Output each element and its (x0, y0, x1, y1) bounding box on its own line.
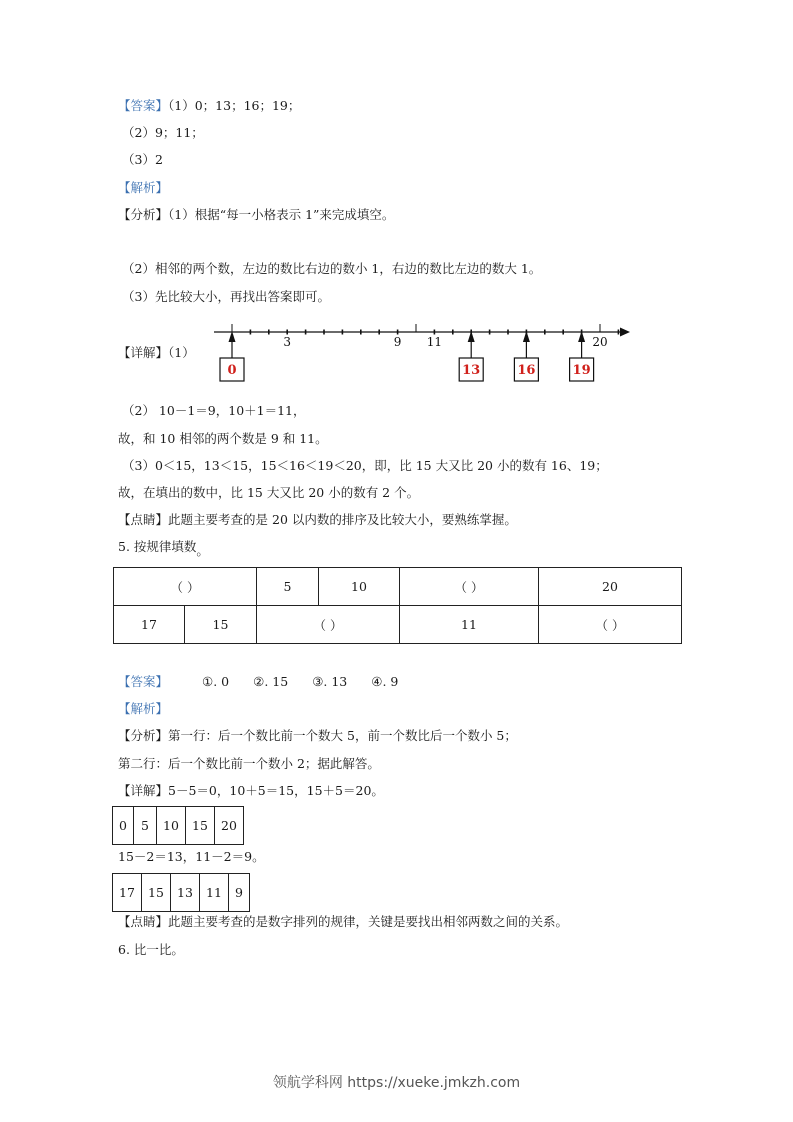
fenxi-line-3: （3）先比较大小，再找出答案即可。 (122, 289, 330, 304)
table-row (113, 807, 244, 845)
xiangjie-label: 【详解】（1） (118, 345, 195, 360)
q5-dianjing-text: 此题主要考查的是数字排列的规律，关键是要找出相邻两数之间的关系。 (168, 914, 569, 929)
q5-title-text: 5. 按规律填数 (118, 539, 197, 554)
table-cell: （ ） (539, 606, 682, 644)
q5-dianjing-line (118, 914, 568, 930)
answer-text: （1）0；13；16；19； (168, 98, 301, 113)
table-cell: 15 (186, 807, 215, 845)
answer-line-1 (118, 98, 300, 114)
q5-dianjing-tag: 【点睛】 (118, 914, 169, 929)
q5-xiangjie-line (118, 783, 384, 799)
answer-box-value: 0 (227, 363, 237, 378)
q5-xiangjie-tag: 【详解】 (118, 783, 169, 798)
q5-title (118, 539, 209, 558)
answer-tag: 【答案】 (118, 98, 169, 113)
number-line-labels (283, 335, 607, 349)
pointer-arrow-icon (578, 331, 585, 342)
table-cell: 5 (134, 807, 157, 845)
q6-title: 6. 比一比。 (118, 942, 184, 957)
table-cell: 15 (142, 874, 171, 912)
table-cell: 17 (113, 874, 142, 912)
number-line-figure (210, 316, 640, 388)
table-cell: 11 (400, 606, 539, 644)
table-cell: 13 (171, 874, 200, 912)
number-line-label: 20 (592, 335, 608, 349)
detail-2b: 故，和 10 相邻的两个数是 9 和 11。 (118, 431, 328, 446)
table-cell: 20 (539, 568, 682, 606)
q5-answer-item: ①. 0 (202, 674, 230, 689)
table-cell: 15 (185, 606, 257, 644)
table-cell: 10 (319, 568, 400, 606)
table-cell: 11 (200, 874, 229, 912)
table-row (114, 568, 682, 606)
table-cell: 9 (229, 874, 250, 912)
dianjing-text: 此题主要考查的是 20 以内数的排序及比较大小，要熟练掌握。 (168, 512, 517, 527)
answer-line-3: （3）2 (122, 152, 163, 167)
q5-answer-tag: 【答案】 (118, 674, 169, 689)
fenxi-text: （1）根据“每一小格表示 1”来完成填空。 (168, 207, 395, 222)
answer-line-2: （2）9；11； (122, 125, 204, 140)
table-cell: （ ） (257, 606, 400, 644)
detail-3b: 故，在填出的数中，比 15 大又比 20 小的数有 2 个。 (118, 485, 420, 500)
answer-box-value: 16 (517, 363, 536, 378)
detail-3a: （3）0＜15，13＜15，15＜16＜19＜20，即，比 15 大又比 20 小的数有 16、19； (122, 458, 608, 473)
dianjing-line (118, 512, 517, 528)
number-line-ticks (232, 324, 618, 335)
number-line-label: 3 (283, 335, 292, 349)
table-cell: 20 (215, 807, 244, 845)
answer-box (459, 331, 483, 381)
number-line-boxes (220, 331, 594, 381)
q5-fenxi-line-2: 第二行：后一个数比前一个数小 2；据此解答。 (118, 756, 380, 771)
answer-box-value: 13 (462, 363, 481, 378)
q5-answer-item: ③. 13 (312, 674, 348, 689)
q5-fenxi-tag: 【分析】 (118, 728, 169, 743)
q5-answer-item: ②. 15 (253, 674, 289, 689)
detail-2a: （2） 10－1＝9，10＋1＝11， (122, 403, 306, 418)
dianjing-tag: 【点睛】 (118, 512, 169, 527)
footer-watermark: 领航学科网 https://xueke.jmkzh.com (272, 1075, 521, 1091)
q5-analysis-tag: 【解析】 (118, 701, 169, 716)
table-cell: （ ） (400, 568, 539, 606)
table-cell: 5 (257, 568, 319, 606)
table-cell: 10 (157, 807, 186, 845)
number-line-label: 11 (426, 335, 443, 349)
q5-title-mark: 。 (196, 543, 209, 558)
pointer-arrow-icon (523, 331, 530, 342)
answer-box (220, 331, 244, 381)
answer-box (570, 331, 594, 381)
small-table-2 (112, 873, 250, 912)
table-row (114, 606, 682, 644)
number-line-arrow-icon (620, 328, 630, 337)
table-row (113, 874, 250, 912)
table-cell: （ ） (114, 568, 257, 606)
pattern-table (113, 567, 682, 644)
q5-fenxi-line-1 (118, 728, 517, 744)
q5-answer-item: ④. 9 (371, 674, 399, 689)
answer-box (514, 331, 538, 381)
table-cell: 17 (114, 606, 185, 644)
answer-box-value: 19 (572, 363, 591, 378)
q5-answer-line (118, 674, 422, 690)
analysis-tag: 【解析】 (118, 180, 169, 195)
pointer-arrow-icon (468, 331, 475, 342)
q5-xiangjie-line-2: 15－2＝13，11－2＝9。 (118, 849, 265, 864)
table-cell: 0 (113, 807, 134, 845)
number-line-label: 9 (393, 335, 402, 349)
pointer-arrow-icon (229, 331, 236, 342)
fenxi-tag: 【分析】 (118, 207, 169, 222)
fenxi-line-2: （2）相邻的两个数，左边的数比右边的数小 1，右边的数比左边的数大 1。 (122, 261, 542, 276)
small-table-1 (112, 806, 244, 845)
q5-fenxi-text: 第一行：后一个数比前一个数大 5，前一个数比后一个数小 5； (168, 728, 517, 743)
fenxi-line-1 (118, 207, 394, 223)
q5-xiangjie-text: 5－5＝0，10＋5＝15，15＋5＝20。 (168, 783, 384, 798)
